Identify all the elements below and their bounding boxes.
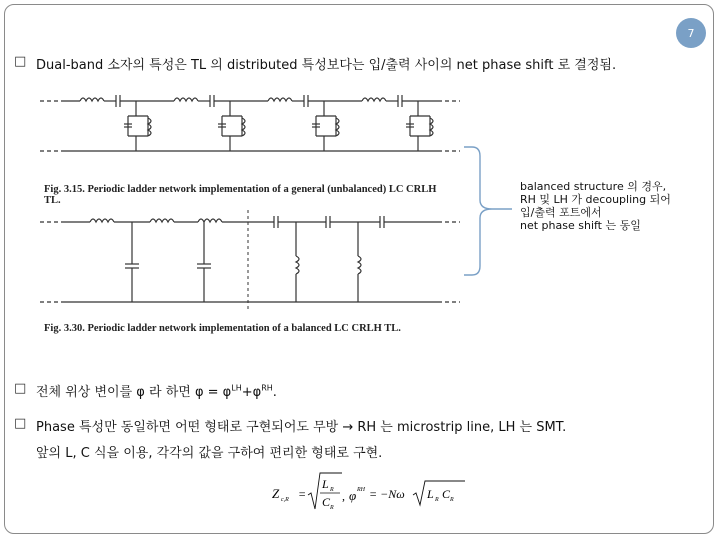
formula-sq-l: L <box>427 487 434 501</box>
page-number: 7 <box>687 26 695 40</box>
formula-eq2: = −Nω <box>369 487 405 501</box>
formula-z-sub: c,R <box>281 497 289 503</box>
bullet-square-icon: □ <box>14 54 27 69</box>
formula-cr: C <box>322 495 331 509</box>
note-line: 입/출력 포트에서 <box>520 206 602 219</box>
impedance-phase-formula <box>270 470 470 520</box>
formula-sq-c: C <box>442 487 451 501</box>
bullet-text-1: Dual-band 소자의 특성은 TL 의 distributed 특성보다는 입/출력 사이의 net phase shift 로 결정됨. <box>36 58 617 73</box>
ladder-network-diagram-unbalanced <box>40 88 460 183</box>
formula-sq-c-sub: R <box>450 497 454 503</box>
figure-caption-3-30: Fig. 3.30. Periodic ladder network implementation of a balanced LC CRLH TL. <box>44 323 401 334</box>
formula-lr: L <box>322 477 329 491</box>
bracket-brace <box>462 146 514 276</box>
bullet-square-icon: □ <box>14 381 27 396</box>
note-line: RH 및 LH 가 decoupling 되어 <box>520 193 671 206</box>
formula-phi: φ <box>349 488 357 503</box>
formula-sq-l-sub: R <box>435 497 439 503</box>
ladder-network-diagram-balanced <box>40 210 460 315</box>
formula-lr-sub: R <box>330 487 334 493</box>
figure-caption-3-15: Fig. 3.15. Periodic ladder network implementation of a general (unbalanced) LC CRLH TL. <box>44 184 437 206</box>
balanced-structure-note <box>520 180 671 232</box>
page-number-badge <box>676 18 706 48</box>
note-line: net phase shift 는 동일 <box>520 219 641 232</box>
formula-cr-sub: R <box>330 505 334 511</box>
bullet-text-3: Phase 특성만 동일하면 어떤 형태로 구현되어도 무방 → RH 는 microstrip line, LH 는 SMT. <box>36 420 567 435</box>
formula-phi-sup: RH <box>357 487 365 493</box>
formula-eq1: = <box>298 487 307 501</box>
bullet-square-icon: □ <box>14 416 27 431</box>
formula-comma: , <box>342 489 345 503</box>
bullet-text-3-continued: 앞의 L, C 식을 이용, 각각의 값을 구하여 편리한 형태로 구현. <box>36 446 383 461</box>
formula-z: Z <box>272 486 280 501</box>
bullet-text-2: 전체 위상 변이를 φ 라 하면 $\varphi = \varphi^{LH}+\varphi^{RH}$. <box>36 383 277 400</box>
note-line: balanced structure 의 경우, <box>520 180 667 193</box>
